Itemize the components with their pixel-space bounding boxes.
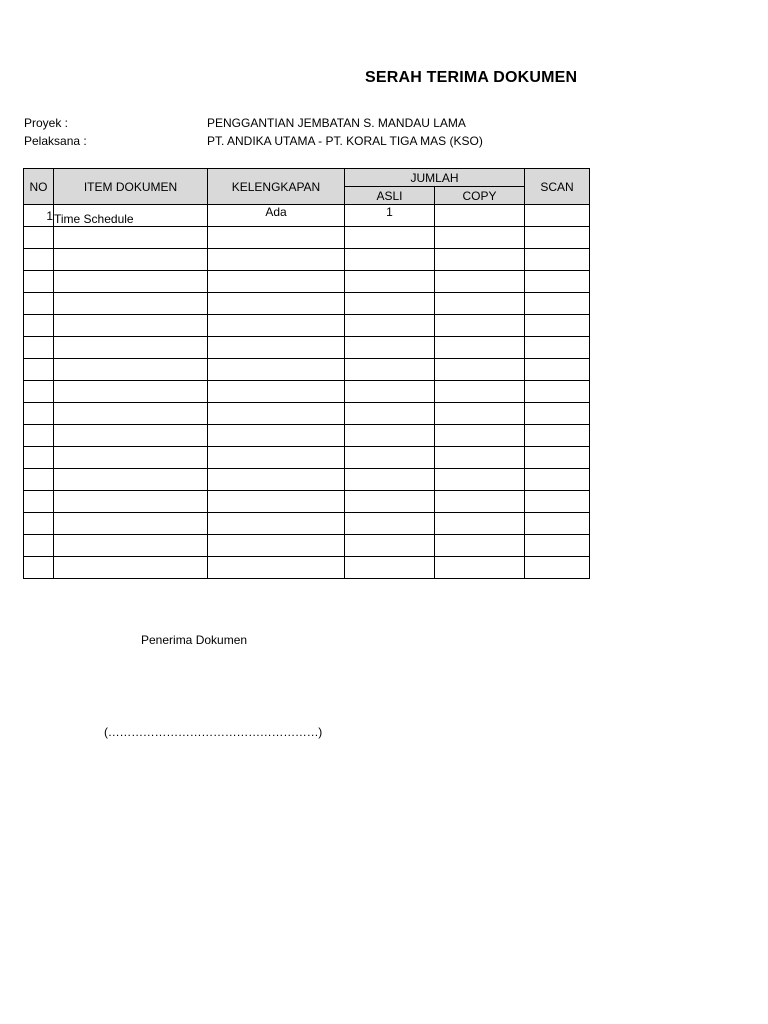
cell-item (54, 293, 208, 315)
table-row (24, 293, 590, 315)
cell-copy (435, 557, 525, 579)
header-jumlah: JUMLAH (345, 169, 525, 187)
table-row (24, 205, 590, 227)
cell-copy (435, 403, 525, 425)
cell-no (24, 381, 54, 403)
cell-kelengkapan (208, 557, 345, 579)
signature-placeholder: (………………………………………………) (104, 725, 322, 739)
cell-item (54, 425, 208, 447)
cell-item (54, 381, 208, 403)
cell-asli (345, 491, 435, 513)
cell-copy (435, 249, 525, 271)
project-value: PENGGANTIAN JEMBATAN S. MANDAU LAMA (207, 116, 466, 130)
cell-scan (525, 469, 590, 491)
cell-asli: 1 (345, 205, 435, 227)
cell-asli (345, 359, 435, 381)
cell-item (54, 557, 208, 579)
cell-kelengkapan (208, 249, 345, 271)
cell-item (54, 447, 208, 469)
cell-scan (525, 535, 590, 557)
cell-asli (345, 315, 435, 337)
cell-copy (435, 293, 525, 315)
cell-scan (525, 227, 590, 249)
cell-asli (345, 249, 435, 271)
cell-item (54, 337, 208, 359)
cell-item (54, 403, 208, 425)
cell-copy (435, 491, 525, 513)
cell-kelengkapan (208, 403, 345, 425)
cell-scan (525, 557, 590, 579)
cell-item: Time Schedule (54, 205, 208, 227)
cell-kelengkapan: Ada (208, 205, 345, 227)
cell-no (24, 337, 54, 359)
cell-asli (345, 337, 435, 359)
header-asli: ASLI (345, 187, 435, 205)
table-row (24, 337, 590, 359)
table-row (24, 557, 590, 579)
cell-no (24, 249, 54, 271)
cell-scan (525, 403, 590, 425)
project-label: Proyek : (24, 116, 69, 130)
cell-scan (525, 249, 590, 271)
cell-copy (435, 381, 525, 403)
cell-kelengkapan (208, 491, 345, 513)
cell-scan (525, 337, 590, 359)
cell-no (24, 315, 54, 337)
cell-copy (435, 359, 525, 381)
table-row (24, 381, 590, 403)
header-scan: SCAN (525, 169, 590, 205)
table-row (24, 271, 590, 293)
cell-asli (345, 271, 435, 293)
cell-copy (435, 513, 525, 535)
cell-kelengkapan (208, 337, 345, 359)
header-no: NO (24, 169, 54, 205)
cell-item (54, 491, 208, 513)
cell-no (24, 425, 54, 447)
cell-scan (525, 293, 590, 315)
cell-asli (345, 513, 435, 535)
cell-item (54, 513, 208, 535)
table-row (24, 469, 590, 491)
cell-item (54, 359, 208, 381)
cell-asli (345, 403, 435, 425)
cell-kelengkapan (208, 227, 345, 249)
cell-kelengkapan (208, 513, 345, 535)
document-title: SERAH TERIMA DOKUMEN (365, 69, 578, 86)
cell-copy (435, 205, 525, 227)
cell-copy (435, 425, 525, 447)
table-row (24, 535, 590, 557)
cell-copy (435, 337, 525, 359)
cell-no (24, 491, 54, 513)
cell-scan (525, 447, 590, 469)
cell-item (54, 249, 208, 271)
cell-kelengkapan (208, 447, 345, 469)
cell-no (24, 557, 54, 579)
table-row (24, 491, 590, 513)
table-row (24, 359, 590, 381)
table-body (24, 205, 590, 579)
cell-scan (525, 425, 590, 447)
cell-item (54, 227, 208, 249)
table-header (24, 169, 590, 205)
cell-no (24, 403, 54, 425)
cell-scan (525, 315, 590, 337)
cell-no: 1 (24, 205, 54, 227)
header-kelengkapan: KELENGKAPAN (208, 169, 345, 205)
cell-item (54, 271, 208, 293)
header-copy: COPY (435, 187, 525, 205)
cell-copy (435, 469, 525, 491)
cell-kelengkapan (208, 535, 345, 557)
receiver-label: Penerima Dokumen (141, 633, 248, 647)
table-row (24, 447, 590, 469)
cell-no (24, 513, 54, 535)
table-row (24, 513, 590, 535)
cell-scan (525, 359, 590, 381)
cell-asli (345, 557, 435, 579)
cell-scan (525, 271, 590, 293)
cell-no (24, 271, 54, 293)
cell-kelengkapan (208, 315, 345, 337)
table-row (24, 315, 590, 337)
cell-copy (435, 271, 525, 293)
cell-kelengkapan (208, 293, 345, 315)
cell-asli (345, 469, 435, 491)
cell-asli (345, 227, 435, 249)
table-row (24, 403, 590, 425)
cell-kelengkapan (208, 469, 345, 491)
cell-copy (435, 227, 525, 249)
cell-no (24, 227, 54, 249)
cell-kelengkapan (208, 271, 345, 293)
cell-scan (525, 513, 590, 535)
cell-asli (345, 447, 435, 469)
cell-copy (435, 447, 525, 469)
cell-copy (435, 535, 525, 557)
cell-asli (345, 425, 435, 447)
document-table (23, 168, 590, 579)
cell-no (24, 469, 54, 491)
cell-asli (345, 535, 435, 557)
cell-scan (525, 205, 590, 227)
cell-asli (345, 293, 435, 315)
cell-copy (435, 315, 525, 337)
table-row (24, 227, 590, 249)
cell-no (24, 535, 54, 557)
table-row (24, 249, 590, 271)
contractor-value: PT. ANDIKA UTAMA - PT. KORAL TIGA MAS (KSO) (207, 134, 483, 148)
cell-item (54, 315, 208, 337)
header-item: ITEM DOKUMEN (54, 169, 208, 205)
cell-scan (525, 491, 590, 513)
contractor-label: Pelaksana : (24, 134, 87, 148)
cell-item (54, 469, 208, 491)
cell-no (24, 293, 54, 315)
cell-asli (345, 381, 435, 403)
table-row (24, 425, 590, 447)
cell-scan (525, 381, 590, 403)
cell-no (24, 359, 54, 381)
cell-kelengkapan (208, 381, 345, 403)
cell-no (24, 447, 54, 469)
cell-item (54, 535, 208, 557)
cell-kelengkapan (208, 359, 345, 381)
cell-kelengkapan (208, 425, 345, 447)
